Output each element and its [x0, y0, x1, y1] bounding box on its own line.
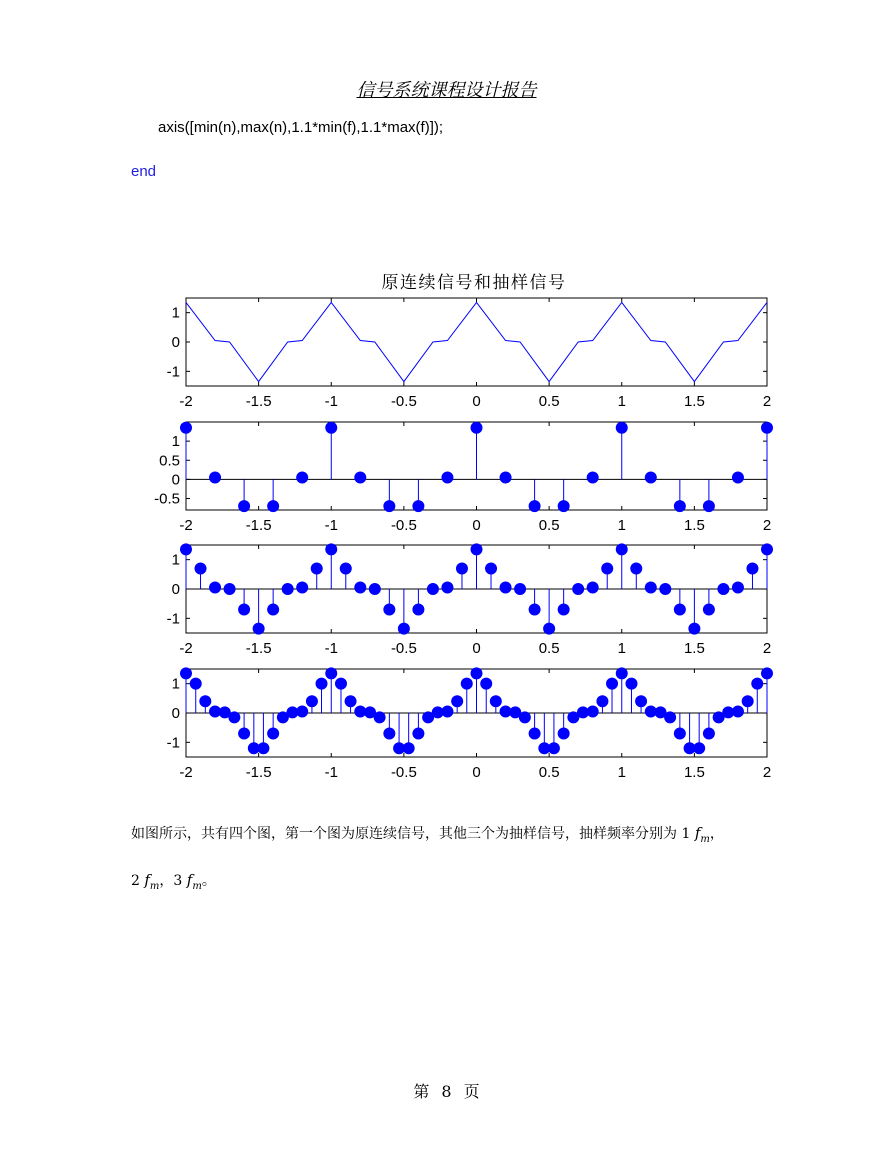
stem-marker — [456, 563, 467, 574]
stem-marker — [529, 501, 540, 512]
x-tick-label: 1.5 — [683, 764, 705, 781]
stem-marker — [519, 712, 530, 723]
x-tick-label: 0 — [472, 393, 481, 410]
fm-symbol — [694, 824, 710, 845]
stem-marker — [345, 696, 356, 707]
stem-marker — [587, 582, 598, 593]
stem-marker — [631, 563, 642, 574]
stem-marker — [224, 584, 235, 595]
x-tick-label: 1.5 — [683, 393, 705, 410]
stem-marker — [500, 472, 511, 483]
stem-marker — [297, 472, 308, 483]
fm-symbol-3 — [186, 871, 202, 892]
stem-marker — [674, 728, 685, 739]
stem-marker — [732, 472, 743, 483]
stem-marker — [471, 544, 482, 555]
stem-marker — [616, 422, 627, 433]
x-tick-label: -1.5 — [245, 393, 272, 410]
stem-marker — [398, 623, 409, 634]
stem-marker — [355, 582, 366, 593]
stem-marker — [471, 422, 482, 433]
stem-marker — [210, 582, 221, 593]
stem-marker — [674, 501, 685, 512]
stem-marker — [374, 712, 385, 723]
stem-marker — [452, 696, 463, 707]
stem-marker — [442, 472, 453, 483]
stem-marker — [403, 743, 414, 754]
y-tick-label: 0 — [171, 581, 180, 598]
stem-marker — [616, 668, 627, 679]
stem-marker — [548, 743, 559, 754]
x-tick-label: 1 — [617, 393, 626, 410]
axes-frame-1 — [186, 298, 767, 386]
stem-marker — [486, 563, 497, 574]
x-tick-label: 1.5 — [683, 517, 705, 534]
x-tick-label: 0 — [472, 640, 481, 657]
stem-marker — [311, 563, 322, 574]
x-tick-label: -2 — [179, 640, 193, 657]
page-number: 8 — [441, 1082, 452, 1101]
stem-marker — [253, 623, 264, 634]
fm-subscript: m — [192, 881, 202, 892]
fm-base: f — [144, 871, 150, 889]
description-paragraph-1 — [131, 823, 724, 845]
y-tick-label: 0 — [171, 471, 180, 489]
stem-marker — [190, 678, 201, 689]
stem-marker — [413, 728, 424, 739]
stem-marker — [326, 668, 337, 679]
fm-symbol-2 — [144, 871, 160, 892]
stem-marker — [747, 563, 758, 574]
stem-marker — [384, 728, 395, 739]
fm-subscript: m — [700, 834, 710, 845]
three-label: ，3 — [159, 873, 187, 889]
fm-base: f — [186, 871, 193, 889]
stem-marker — [573, 584, 584, 595]
stem-marker — [732, 582, 743, 593]
stem-marker — [268, 501, 279, 512]
x-tick-label: 0 — [472, 764, 481, 781]
x-tick-label: 0.5 — [538, 764, 560, 781]
stem-marker — [762, 422, 773, 433]
stem-marker — [258, 743, 269, 754]
stem-marker — [239, 728, 250, 739]
stem-marker — [703, 728, 714, 739]
stem-marker — [268, 604, 279, 615]
y-tick-label: 1 — [171, 304, 180, 322]
y-tick-label: -1 — [166, 610, 180, 628]
x-tick-label: -0.5 — [390, 517, 417, 534]
x-tick-label: 2 — [762, 764, 772, 781]
y-tick-label: 0 — [171, 705, 180, 722]
x-tick-label: -1 — [324, 393, 338, 410]
x-tick-label: -1.5 — [245, 640, 272, 657]
stem-marker — [306, 696, 317, 707]
stem-marker — [762, 668, 773, 679]
stem-marker — [645, 582, 656, 593]
fm-base: f — [694, 824, 701, 842]
stem-marker — [461, 678, 472, 689]
y-tick-label: 1 — [171, 551, 180, 569]
y-tick-label: 1 — [171, 675, 180, 693]
y-tick-label: 1 — [171, 433, 180, 451]
stem-marker — [597, 696, 608, 707]
stem-marker — [529, 604, 540, 615]
stem-marker — [558, 604, 569, 615]
code-line-axis: axis([min(n),max(n),1.1*min(f),1.1*max(f)]); — [158, 119, 444, 136]
fm-subscript: m — [149, 881, 160, 892]
stem-marker — [660, 584, 671, 595]
stem-marker — [384, 604, 395, 615]
x-tick-label: -1.5 — [245, 517, 272, 534]
stem-marker — [616, 544, 627, 555]
stem-marker — [742, 696, 753, 707]
stem-marker — [282, 584, 293, 595]
description-text: 如图所示，共有四个图，第一个图为原连续信号，其他三个为抽样信号，抽样频率分别为 1 — [131, 826, 695, 842]
stem-marker — [558, 728, 569, 739]
two-label: 2 — [131, 873, 145, 889]
description-comma: ， — [709, 826, 724, 842]
stem-marker — [703, 604, 714, 615]
description-paragraph-2 — [131, 870, 216, 892]
stem-marker — [413, 604, 424, 615]
stem-marker — [694, 743, 705, 754]
stem-marker — [703, 501, 714, 512]
x-tick-label: 1 — [617, 517, 626, 534]
stem-marker — [587, 472, 598, 483]
y-tick-label: 0 — [171, 334, 180, 351]
stem-marker — [239, 501, 250, 512]
stem-marker — [645, 472, 656, 483]
x-tick-label: 0.5 — [538, 640, 560, 657]
stem-marker — [442, 706, 453, 717]
stem-marker — [558, 501, 569, 512]
footer-suffix: 页 — [463, 1082, 480, 1101]
y-tick-label: -0.5 — [154, 490, 180, 508]
x-tick-label: 1.5 — [683, 640, 705, 657]
code-line-end: end — [131, 163, 157, 180]
x-tick-label: -2 — [179, 764, 193, 781]
stem-marker — [297, 582, 308, 593]
stem-marker — [335, 678, 346, 689]
stem-marker — [384, 501, 395, 512]
x-tick-label: -0.5 — [390, 640, 417, 657]
stem-marker — [181, 668, 192, 679]
x-tick-label: 0 — [472, 517, 481, 534]
stem-marker — [340, 563, 351, 574]
stem-marker — [413, 501, 424, 512]
page-header-title: 信号系统课程设计报告 — [356, 80, 537, 101]
x-tick-label: -1.5 — [245, 764, 272, 781]
page-footer — [0, 1079, 893, 1102]
stem-marker — [471, 668, 482, 679]
stem-marker — [602, 563, 613, 574]
stem-marker — [316, 678, 327, 689]
x-tick-label: 2 — [762, 640, 772, 657]
stem-marker — [369, 584, 380, 595]
stem-marker — [607, 678, 618, 689]
stem-marker — [500, 582, 511, 593]
stem-marker — [732, 706, 743, 717]
x-tick-label: -0.5 — [390, 393, 417, 410]
x-tick-label: 2 — [762, 393, 772, 410]
figure-title: 原连续信号和抽样信号 — [381, 273, 567, 292]
footer-prefix: 第 — [413, 1082, 430, 1101]
stem-marker — [442, 582, 453, 593]
x-tick-label: -2 — [179, 517, 193, 534]
stem-marker — [490, 696, 501, 707]
stem-marker — [529, 728, 540, 739]
stem-marker — [195, 563, 206, 574]
stem-marker — [427, 584, 438, 595]
stem-marker — [200, 696, 211, 707]
x-tick-label: 1 — [617, 640, 626, 657]
period-mark: 。 — [201, 873, 216, 889]
x-tick-label: -2 — [179, 393, 193, 410]
stem-marker — [326, 422, 337, 433]
x-tick-label: -1 — [324, 517, 338, 534]
stem-marker — [544, 623, 555, 634]
stem-marker — [674, 604, 685, 615]
y-tick-label: -1 — [166, 363, 180, 381]
stem-marker — [355, 472, 366, 483]
y-tick-label: -1 — [166, 734, 180, 752]
y-tick-label: 0.5 — [159, 452, 180, 470]
stem-marker — [689, 623, 700, 634]
x-tick-label: 0.5 — [538, 393, 560, 410]
stem-marker — [481, 678, 492, 689]
stem-marker — [181, 544, 192, 555]
stem-marker — [752, 678, 763, 689]
x-tick-label: -1 — [324, 764, 338, 781]
stem-marker — [626, 678, 637, 689]
x-tick-label: -1 — [324, 640, 338, 657]
stem-marker — [326, 544, 337, 555]
x-tick-label: 1 — [617, 764, 626, 781]
stem-marker — [665, 712, 676, 723]
stem-marker — [636, 696, 647, 707]
stem-marker — [515, 584, 526, 595]
stem-marker — [762, 544, 773, 555]
stem-marker — [239, 604, 250, 615]
stem-marker — [181, 422, 192, 433]
stem-marker — [268, 728, 279, 739]
x-tick-label: 0.5 — [538, 517, 560, 534]
x-tick-label: 2 — [762, 517, 772, 534]
stem-marker — [297, 706, 308, 717]
stem-marker — [718, 584, 729, 595]
continuous-signal-line — [186, 302, 767, 381]
stem-marker — [587, 706, 598, 717]
x-tick-label: -0.5 — [390, 764, 417, 781]
stem-marker — [210, 472, 221, 483]
stem-marker — [229, 712, 240, 723]
